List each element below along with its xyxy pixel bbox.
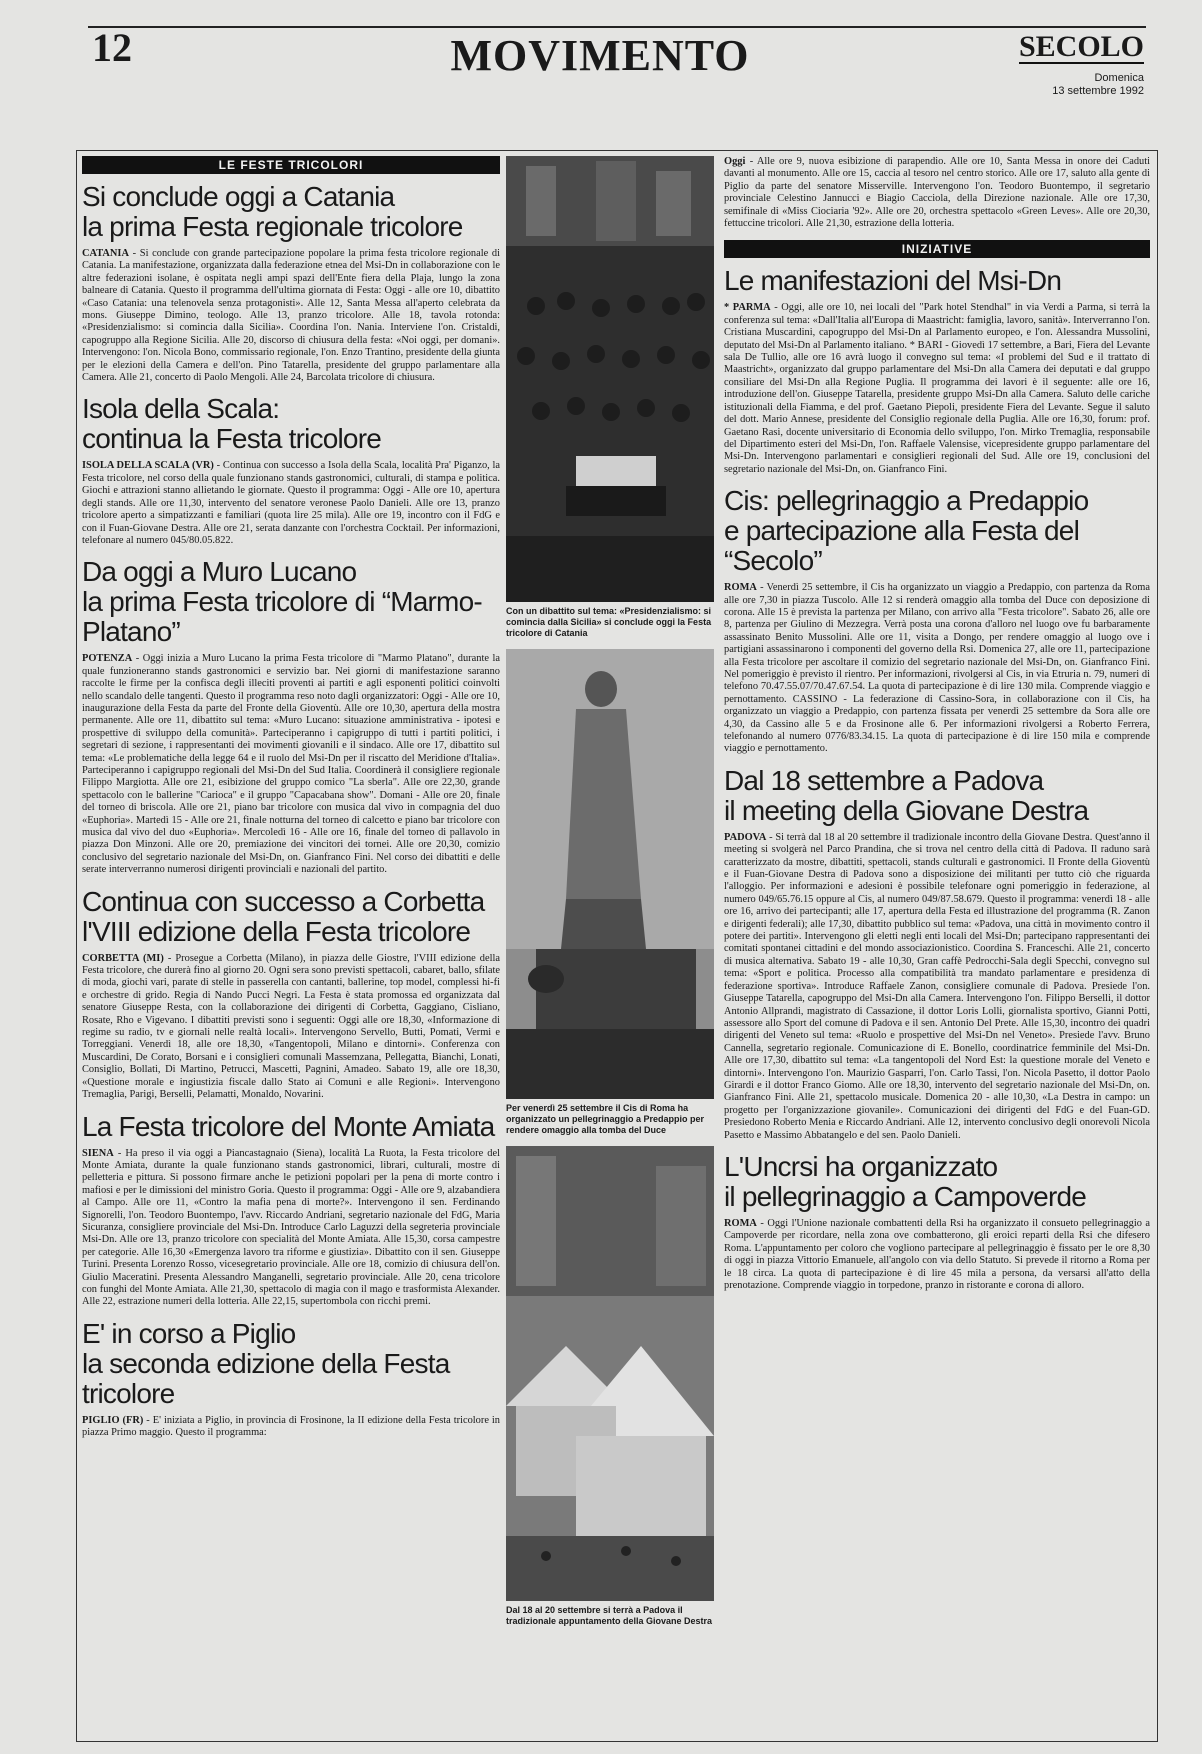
column-left [82, 156, 500, 1736]
article-headline: Dal 18 settembre a Padova il meeting della Giovane Destra [724, 764, 1089, 826]
photo-caption: Dal 18 al 20 settembre si terrà a Padova il tradizionale appuntamento della Giovane Destra [506, 1605, 713, 1626]
article-piglio-continued [724, 156, 1150, 230]
article-body: PIGLIO (FR) - E' iniziata a Piglio, in provincia di Frosinone, la II edizione della Festa tricolore in piazza Primo maggio. Questo il programma: [82, 1414, 500, 1439]
article-body: ISOLA DELLA SCALA (VR) - Continua con successo a Isola della Scala, località Pra' Piganzo, la Festa tricolore, nel corso della quale funzionano stands gastronomici, culturali, di stampa e politica. Giochi e attrazioni stanno allietando le giornate. Questo il programma: Oggi - Alle ore 10, apertura degli stands. Alle ore 11,30, intervento del senatore veronese Paolo Danieli. Alle ore 13, pranzo tricolore aperto a simpatizzanti e familiari (quota lire 25 mila). Alle ore 19, incontro con il FdG e con il Fuan-Giovane Destra. Alle ore 21, serata danzante con l'orchestra Cocktail. Per informazioni, telefonare al numero 045/80.05.822. [82, 460, 500, 546]
article-monte-amiata [82, 1112, 500, 1309]
article-headline: Da oggi a Muro Lucano la prima Festa tricolore di “Marmo-Platano” [82, 556, 482, 648]
article-headline: L'Uncrsi ha organizzato il pellegrinaggio a Campoverde [724, 1150, 1087, 1212]
column-photos [506, 156, 714, 1736]
section-banner: LE FESTE TRICOLORI [82, 156, 500, 174]
issue-day: Domenica [1094, 72, 1144, 84]
photo-caption: Con un dibattito sul tema: «Presidenzialismo: si comincia dalla Sicilia» si conclude oggi la Festa tricolore di Catania [506, 606, 712, 638]
article-isola-della-scala [82, 394, 500, 547]
article-body: CATANIA - Si conclude con grande partecipazione popolare la prima festa tricolore regionale di Catania. La manifestazione, organizzata dalla federazione etnea del Msi-Dn in collaborazione con le altre federazioni isolane, è ospitata negli ampi spazi dell'Ente fiera della Plaja, lungo la zona balneare di Catania. Questo il programma dell'ultima giornata di Festa: Oggi - alle ore 10, dibattito «Caso Catania: una telenovela senza protagonisti». Alle 12, Santa Messa all'aperto celebrata da mons. Giuseppe Dimino, teologo. Alle 13, pranzo tricolore. Alle 18, tavola rotonda: «Presidenzialismo: si comincia dalla Sicilia». Coordina l'on. Nania. Interviene l'on. Cristaldi, capogruppo alla Regione Sicilia. Alle 20, discorso di chiusura della festa: «Noi oggi, per domani». Intervengono: l'on. Nicola Bono, commissario regionale, l'on. Enzo Trantino, presidente della giunta per le elezioni della Camera e dell'on. Pino Tatarella, presidente del gruppo parlamentare alla Camera. Alle 21, concerto di Paolo Mengoli. Alle 24, Barcolata tricolore di chiusura. [82, 248, 500, 384]
article-body: CORBETTA (MI) - Prosegue a Corbetta (Milano), in piazza delle Giostre, l'VIII edizione della Festa tricolore, che durerà fino al giorno 20. Ogni sera sono previsti spettacoli, cabaret, ballo, sfilate di moda, giochi vari, parate di stelle in passerella con cantanti, ballerine, top model, complessi hi-fi e orchestre di grido. Regia di Nando Pucci Negri. La Festa è stata promossa ed organizzata dal senatore Giuseppe Resta, con la collaborazione dei dirigenti di Corbetta, Gaggiano, Cisliano, Rosate, Rho e Vigevano. I dibattiti previsti sono i seguenti: Oggi alle ore 18,30, «Informazione di regime su radio, tv e giornali nelle realtà locali». Intervengono Servello, Butti, Pomati, Vermi e Torreggiani. Venerdì 18, alle ore 18,30, «Tangentopoli, Milano e dintorni». Conferenza con Muscardini, De Corato, Borsani e i consiglieri comunali Massemzana, Pellegatta, Bianchi, Lonati, Consiglio, Bollati, Di Martino, Petrucci, Mascetti, Pagnini, Amadeo. Sabato 19, alle ore 18,30, «Questione morale e ingiustizia fiscale dallo Stato ai Comuni e alle Regioni». Intervengono Tremaglia, Parigi, Berselli, Pelamatti, Monaldo, Novarini. [82, 952, 500, 1101]
newspaper-name: SECOLO [1018, 30, 1144, 63]
article-padova [724, 766, 1150, 1142]
photo-festival-tents [506, 1146, 714, 1601]
article-headline: Cis: pellegrinaggio a Predappio e partecipazione alla Festa del “Secolo” [724, 485, 1089, 577]
photo-debate-stage [506, 156, 714, 602]
article-headline: Isola della Scala: continua la Festa tricolore [82, 393, 382, 455]
article-body: ROMA - Venerdì 25 settembre, il Cis ha organizzato un viaggio a Predappio, con partenza da Roma alle ore 7,30 in piazza Tuscolo. Alle 12 si renderà omaggio alla tomba del Duce con deposizione di corona. Alle 15 è prevista la partenza per Milano, con arrivo alla "Festa tricolore". Sabato 26, alle ore 8, partenza per Giulino di Mezzegra. Verrà posta una corona d'alloro nel luogo ove fu barbaramente assassinato Benito Mussolini. Alle ore 11, visita a Dongo, per rendere omaggio al luogo ove i partigiani assassinarono i componenti del governo della Rsi. Domenica 27, alle ore 11, partecipazione alla Festa tricolore per ascoltare il comizio del segretario nazionale del Msi-Dn, on. Gianfranco Fini. Nel pomeriggio è previsto il rientro. Per informazioni, rivolgersi al Cis, in via Etruria n. 79, numeri di telefono 70.47.55.07/70.47.67.54. La quota di partecipazione è di lire 130 mila. Comprende viaggio e pernottamento. CASSINO - La federazione di Cassino-Sora, in collaborazione con il Cis, ha organizzato un viaggio a Predappio, con partenza fissata per venerdì 25 settembre da Sora alle ore 4,30, da Cassino alle 5 e da Frosinone alle 6. Per informazioni rivolgersi a Roberto Ferrera, telefonando al numero 0776/83.34.15. La quota di partecipazione è di lire 150 mila e comprende viaggio e pernottamento. [724, 582, 1150, 755]
article-headline: Le manifestazioni del Msi-Dn [724, 265, 1062, 297]
article-catania [82, 182, 500, 384]
article-muro-lucano [82, 557, 500, 876]
section-banner: INIZIATIVE [724, 240, 1150, 258]
article-headline: Si conclude oggi a Catania la prima Festa regionale tricolore [82, 181, 463, 242]
page-number: 12 [92, 25, 132, 70]
section-title: MOVIMENTO [450, 31, 750, 80]
header-rule [88, 26, 1146, 28]
issue-date [1052, 72, 1144, 98]
article-headline: Continua con successo a Corbetta l'VIII edizione della Festa tricolore [82, 885, 485, 947]
photo-caption: Per venerdì 25 settembre il Cis di Roma ha organizzato un pellegrinaggio a Predappio per rendere omaggio alla tomba del Duce [506, 1103, 705, 1135]
issue-date-text: 13 settembre 1992 [1052, 85, 1144, 97]
article-predappio [724, 486, 1150, 756]
column-right [724, 156, 1150, 1736]
article-body: POTENZA - Oggi inizia a Muro Lucano la prima Festa tricolore di "Marmo Platano", durante la quale funzioneranno stands gastronomici e servizio bar. Nei giorni di manifestazione saranno raccolte le firme per la confisca degli illeciti proventi ai partiti e agli esponenti politici coinvolti nello scandalo delle tangenti. Questo il programma reso noto dagli organizzatori: Oggi - Alle ore 10, inaugurazione della Festa da parte del Fronte della Gioventù. Alle ore 10,30, apertura della mostra permanente. Alle ore 11, dibattito sul tema: «Muro Lucano: situazione amministrativa - ipotesi e prospettive di sviluppo della comunità». Parteciperanno i capigruppo di tutti i partiti politici, i segretari di sezione, i rappresentanti dei movimenti giovanili e il sindaco. Alle ore 17, dibattito sul tema: «Le problematiche della legge 64 e il ruolo del Msi-Dn per il riscatto del Meridione d'Italia». Parteciperanno i capigruppo regionali del Msi-Dn del Sud Italia. Coordinerà il consigliere regionale Filippo Margiotta. Alle ore 21, esibizione del gruppo comico "La sberla". Alle ore 22,30, grande spettacolo con le ballerine "Carioca" e il gruppo "Capacabana show". Domani - Alle ore 20, finale del torneo di briscola. Alle ore 21, piano bar tricolore con musica dal vivo in compagnia del duo «Euphoria». Martedì 15 - Alle ore 21, finale notturna del torneo di calcetto e piano bar tricolore con musica dal vivo del duo «Euphoria». Mercoledì 16 - Alle ore 16, finale del torneo di pallavolo in piazza Don Minzoni. Alle ore 20, premiazione dei vincitori dei tornei. Alle ore 20,30, comizio conclusivo del segretario nazionale del Msi-Dn, on. Gianfranco Fini. Nel corso dei dibattiti e delle serate interverranno numerosi dirigenti provinciali e nazionali del partito. [82, 653, 500, 876]
article-body: PADOVA - Si terrà dal 18 al 20 settembre il tradizionale incontro della Giovane Destra. Quest'anno il meeting si svolgerà nel Parco Prandina, che si trova nel centro della città di Padova. Il raduno sarà caratterizzato da mostre, dibattiti, spettacoli, stands culturali e gastronomici. Il Fronte della Gioventù e il Fuan-Giovane Destra di Padova sono a disposizione dei militanti per tutto ciò che riguarda l'alloggio. Per informazioni e adesioni è possibile telefonare ogni pomeriggio in federazione, al numero 049/65.76.15 oppure al Cis, al numero 049/87.58.679. Questo il programma: venerdì 18 - alle ore 16, arrivo dei partecipanti; alle 17, apertura della Festa ed illustrazione del programma (R. Zanon e dirigenti federali); alle 17,30, dibattito pubblico sul tema: «Padova, una città in movimento contro il potere dei partiti». Intervengono gli eletti negli enti locali del Msi-Dn; partecipano rappresentanti dei comitati spontanei cittadini e del mondo associazionistico. Coordina S. Franceschi. Alle 21, concerto di musica alternativa. Sabato 19 - alle 10,30, Gran caffè Pedrocchi-Sala degli Specchi, convegno sul tema: «Sport e politica. Processo alla compatibilità tra mandato parlamentare e presidenza di federazione sportiva». Introduce Raffaele Zanon, consigliere comunale di Padova. Presiede l'on. Giuseppe Tatarella, capogruppo del Msi-Dn alla Camera. Intervengono l'on. Filippo Berselli, il dottor Antonio Allprandi, magistrato di Cassazione, il dottor Loris Lolli, giornalista sportivo, Gianni Potti, assessore allo Sport del comune di Padova e il sen. Antonio Del Prete. Alle 15,30, incontro dei quadri dirigenti del Veneto sul tema: «Ruolo e prospettive del Msi-Dn nel Veneto». Presiede l'avv. Bruno Cannella, segretario regionale. Comunicazione di E. Bonello, coordinatrice femminile del Msi-Dn. Alle ore 17,30, dibattito sul tema: «La tangentopoli del Nord Est: la questione morale del Veneto e dintorni». Intervengono l'on. Maurizio Gasparri, l'on. Carlo Tassi, l'on. Nicola Pasetto, il dottor Paolo Girardi e il dottor Franco Giomo. Alle ore 18,30, intervento del segretario nazionale del Msi-Dn, on. Gianfranco Fini. Alle 21, spettacolo musicale. Domenica 20 - alle 10,30, «La Destra in campo: un progetto per l'organizzazione giovanile». Comunicazioni dei dirigenti del FdG e del Fuan-GD. Presiedono Roberto Menia e Riccardo Andriani. Alle 12, intervento conclusivo degli onorevoli Nicola Pasetto e Massimo Abbatangelo e del sen. Paolo Danieli. [724, 831, 1150, 1141]
article-corbetta [82, 887, 500, 1102]
article-campoverde [724, 1152, 1150, 1292]
photo-statue [506, 649, 714, 1099]
article-body: * PARMA - Oggi, alle ore 10, nei locali del "Park hotel Stendhal" in via Verdi a Parma, si terrà la conferenza sul tema: «Dall'Italia all'Europa di Maastricht: famiglia, lavoro, sanità». Interverranno l'on. Cristiana Muscardini, capogruppo del Msi-Dn al Parlamento europeo, e l'on. Alessandra Mussolini, deputato del Msi-Dn al Parlamento italiano. * BARI - Giovedì 17 settembre, a Bari, Fiera del Levante sala De Tullio, alle ore 16 avrà luogo il convegno sul tema: «I problemi del Sud e il trattato di Maastricht», organizzato dal gruppo parlamentare del Msi-Dn alla Camera dei deputati e dal gruppo consiliare del Msi-Dn alla Regione Puglia. Il programma dei lavori è il seguente: alle ore 16, introduzione dell'on. Giuseppe Tatarella, presidente gruppo Msi-Dn alla Camera. Saluto delle cariche istituzionali della Fiamma, e del prof. Gaetano Piepoli, presidente Fiera del Levante. Segue il saluto del dott. Mario Annese, presidente del Consiglio regionale della Puglia. Alle ore 16,30, forum: prof. Gaetano Rasi, docente universitario di Economia dello sviluppo, l'on. Mirko Tremaglia, responsabile del Dipartimento esteri del Msi-Dn, l'on. Raffaele Valensise, vicepresidente gruppo parlamentare del Msi-Dn. Intervengono parlamentari e consiglieri regionali del Sud. Alle ore 19, conclusioni del segretario nazionale del Msi-Dn, on. Gianfranco Fini. [724, 302, 1150, 475]
article-piglio [82, 1319, 500, 1440]
article-headline: La Festa tricolore del Monte Amiata [82, 1110, 495, 1142]
article-body: ROMA - Oggi l'Unione nazionale combattenti della Rsi ha organizzato il consueto pellegrinaggio a Campoverde per ricordare, nella zona ove combatterono, gli eroici reparti della Rsi che difesero Roma. L'appuntamento per coloro che vogliono partecipare al pellegrinaggio è fissato per le ore 8,30 di oggi in piazza Vittorio Emanuele, all'angolo con via dello Statuto. Si prevede il ritorno a Roma per le 18 circa. La quota di partecipazione è di lire 45 mila a persona, da versarsi all'atto della prenotazione. Comprende viaggio in torpedone, pranzo in ristorante e corona di alloro. [724, 1217, 1150, 1291]
article-manifestazioni [724, 266, 1150, 476]
article-body: SIENA - Ha preso il via oggi a Piancastagnaio (Siena), località La Ruota, la Festa tricolore del Monte Amiata, durante la quale funzionano stands gastronomici, librari, culturali, mostre di pelletteria e pittura. Si possono firmare anche le petizioni popolari per la pena di morte contro i mafiosi e per le dimissioni del ministro Goria. Questo il programma: Oggi - Alle ore 9, alzabandiera al Campo. Alle ore 11, «Contro la mafia pena di morte?». Intervengono il sen. Ferdinando Signorelli, l'on. Teodoro Buontempo, l'avv. Riccardo Andriani, segretario nazionale del FdG, Maria Sicuranza, consigliere provinciale del Msi-Dn. Introduce Carlo Laguzzi della segreteria provinciale Msi-Dn. Alle ore 13, pranzo tricolore con specialità del Monte Amiata. Alle 15,30, corsa campestre per categorie. Alle 16,30 «Emergenza lavoro tra riforme e giustizia». Dibattito con il sen. Giuseppe Turini. Presenta Lorenzo Rosso, vicesegretario provinciale. Alle ore 18, comizio di chiusura dell'on. Giulio Maceratini. Presenta Alessandro Manganelli, segretario provinciale. Alle 20, cena tricolore con funghi del Monte Amiata. Alle 21,30, spettacolo di magia con il mago e trasformista Alexander. Alle 22, estrazione numeri della lotteria. Alle 22,15, supertombola con ricchi premi. [82, 1147, 500, 1308]
article-body: Oggi - Alle ore 9, nuova esibizione di parapendio. Alle ore 10, Santa Messa in onore dei Caduti davanti al monumento. Alle ore 15, caccia al tesoro nel centro storico. Alle ore 17, saluto alla gente di Piglio da parte del senatore Misserville. Intervengono l'on. Teodoro Buontempo, il segretario provinciale Celestino Jannucci e Biagio Cacciola, della Direzione nazionale. Alle ore 17,30, semifinale di «Miss Ciociaria '92». Alle ore 20, orchestra spettacolo «Green Leves». Alle ore 20,30, fettuccine tricolori. Alle 21,30, estrazione della lotteria. [724, 156, 1150, 230]
article-headline: E' in corso a Piglio la seconda edizione della Festa tricolore [82, 1317, 450, 1409]
